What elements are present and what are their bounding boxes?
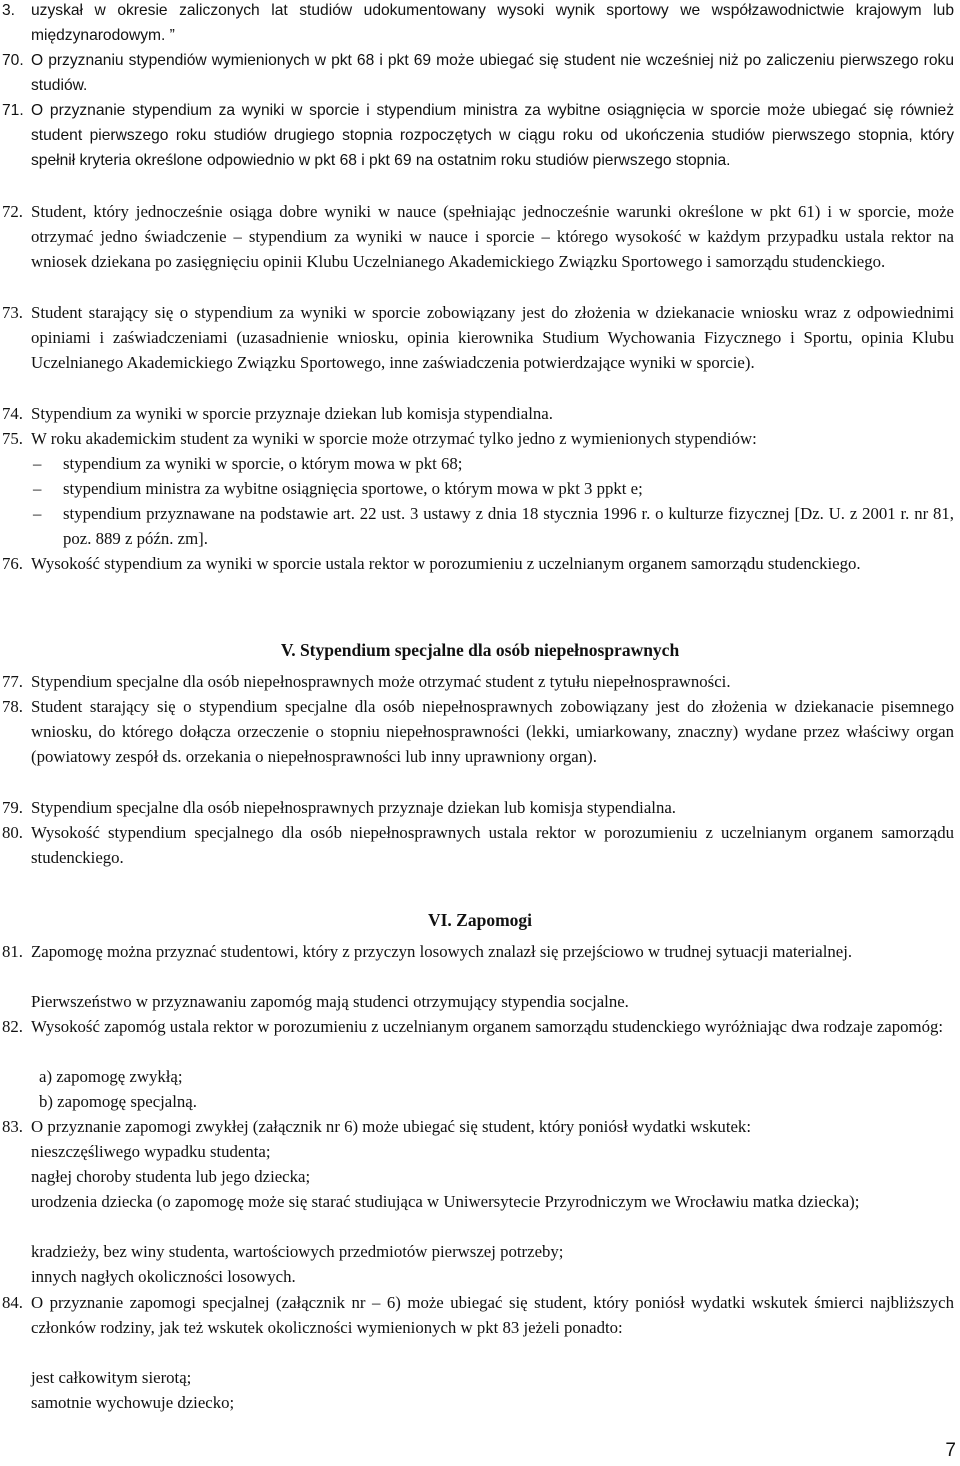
item-text: O przyznanie zapomogi specjalnej (załącznik nr – 6) może ubiegać się student, który poniósł wydatki wskutek śmierci najbliższych członków rodziny, jak też wskutek okoliczności wymienionych w pkt 83 jeżeli ponadto: — [31, 1293, 954, 1337]
list-item-76 — [0, 551, 960, 576]
dash-bullet: – — [33, 454, 42, 473]
plain-line: Pierwszeństwo w przyznawaniu zapomóg mają studenci otrzymujący stypendia socjalne. — [31, 992, 629, 1011]
list-item-70 — [0, 48, 960, 98]
item-text: Wysokość zapomóg ustala rektor w porozumieniu z uczelnianym organem samorządu studenckiego wyróżniając dwa rodzaje zapomóg: — [31, 1017, 944, 1036]
sub-item-b: b) zapomogę specjalną. — [39, 1092, 197, 1111]
list-item-80 — [0, 820, 960, 870]
item-number: 84. — [2, 1293, 23, 1312]
list-item-79 — [0, 795, 960, 820]
list-item-73 — [0, 300, 960, 375]
item-text: Student starający się o stypendium za wyniki w sporcie zobowiązany jest do złożenia w dziekanacie wniosku wraz z odpowiednimi opiniami i zaświadczeniami (uzasadnienie wniosku, opinia kierownika Studium Wychowania Fizycznego i Sportu, opinia Klubu Uczelnianego Akademickiego Związku Sportowego, inne zaświadczenia potwierdzające wyniki w sporcie). — [31, 303, 954, 372]
list-item-75 — [0, 426, 960, 451]
plain-line: samotnie wychowuje dziecko; — [31, 1393, 235, 1412]
item-number: 70. — [2, 52, 24, 69]
item-number: 77. — [2, 672, 23, 691]
section-heading-vi: VI. Zapomogi — [427, 910, 533, 930]
section-heading-v: V. Stypendium specjalne dla osób niepełnosprawnych — [280, 640, 680, 660]
plain-line: nagłej choroby studenta lub jego dziecka; — [31, 1167, 311, 1186]
item-text: Zapomogę można przyznać studentowi, który z przyczyn losowych znalazł się przejściowo w trudnej sytuacji materialnej. — [31, 942, 853, 961]
list-item-81 — [0, 939, 960, 964]
item-text: Stypendium specjalne dla osób niepełnosprawnych przyznaje dziekan lub komisja stypendialna. — [31, 798, 676, 817]
item-number: 79. — [2, 798, 23, 817]
list-item-77 — [0, 669, 960, 694]
item-text: Student, który jednocześnie osiąga dobre wyniki w nauce (spełniając jednocześnie warunki określone w pkt 61) i w sporcie, może otrzymać jedno świadczenie – stypendium za wyniki w nauce i sporcie – którego wysokość w każdym przypadku ustala rektor na wniosek dziekana po zasięgnięciu opinii Klubu Uczelnianego Akademickiego Związku Sportowego i samorządu studenckiego. — [31, 202, 954, 271]
item-text: O przyznanie zapomogi zwykłej (załącznik nr 6) może ubiegać się student, który poniósł wydatki wskutek: — [31, 1117, 751, 1136]
item-number: 78. — [2, 697, 23, 716]
item-text: Wysokość stypendium specjalnego dla osób niepełnosprawnych ustala rektor w porozumieniu z uczelnianym organem samorządu studenckiego. — [31, 823, 954, 867]
list-item-72 — [0, 199, 960, 274]
dash-bullet: – — [33, 479, 42, 498]
plain-line-text: urodzenia dziecka (o zapomogę może się starać studiująca w Uniwersytecie Przyrodniczym we Wrocławiu matka dziecka); — [31, 1192, 860, 1211]
dash-bullet: – — [33, 504, 42, 523]
list-item-78 — [0, 694, 960, 769]
plain-line: nieszczęśliwego wypadku studenta; — [31, 1142, 271, 1161]
item-text: uzyskał w okresie zaliczonych lat studiów udokumentowany wysoki wynik sportowy we współzawodnictwie krajowym lub międzynarodowym. ” — [31, 2, 954, 44]
list-item-71 — [0, 98, 960, 173]
list-item-84 — [0, 1290, 960, 1340]
dash-item — [0, 451, 960, 476]
item-number: 74. — [2, 404, 23, 423]
page-number: 7 — [945, 1440, 956, 1461]
item-number: 82. — [2, 1017, 23, 1036]
item-text: W roku akademickim student za wyniki w sporcie może otrzymać tylko jedno z wymienionych stypendiów: — [31, 429, 757, 448]
plain-line: jest całkowitym sierotą; — [31, 1368, 192, 1387]
item-text: Student starający się o stypendium specjalne dla osób niepełnosprawnych zobowiązany jest do złożenia w dziekanacie pisemnego wniosku, do którego dołącza orzeczenie o stopniu niepełnosprawności (lekki, umiarkowany, znaczny) wydane przez właściwy organ (powiatowy zespół ds. orzekania o niepełnosprawności lub inny uprawniony organ). — [31, 697, 954, 766]
item-number: 80. — [2, 823, 23, 842]
dash-item-text: stypendium ministra za wybitne osiągnięcia sportowe, o którym mowa w pkt 3 ppkt e; — [63, 479, 643, 498]
list-item-74 — [0, 401, 960, 426]
dash-item-text: stypendium przyznawane na podstawie art. 22 ust. 3 ustawy z dnia 18 stycznia 1996 r. o kulturze fizycznej [Dz. U. z 2001 r. nr 81, poz. 889 z późn. zm]. — [63, 504, 954, 548]
item-number: 83. — [2, 1117, 23, 1136]
item-number: 71. — [2, 102, 24, 119]
item-text: Stypendium za wyniki w sporcie przyznaje dziekan lub komisja stypendialna. — [31, 404, 553, 423]
plain-line: innych nagłych okoliczności losowych. — [31, 1267, 296, 1286]
plain-line: kradzieży, bez winy studenta, wartościowych przedmiotów pierwszej potrzeby; — [31, 1242, 564, 1261]
item-number: 72. — [2, 202, 23, 221]
dash-item — [0, 476, 960, 501]
item-number: 73. — [2, 303, 23, 322]
dash-item — [0, 501, 960, 551]
hanging-line — [0, 1189, 960, 1214]
item-number: 76. — [2, 554, 23, 573]
sub-item-a: a) zapomogę zwykłą; — [39, 1067, 183, 1086]
item-number: 3. — [2, 2, 16, 19]
list-item-3 — [0, 0, 960, 48]
list-item-83 — [0, 1114, 960, 1139]
item-text: O przyznanie stypendium za wyniki w sporcie i stypendium ministra za wybitne osiągnięcia w sporcie może ubiegać się również student pierwszego roku studiów drugiego stopnia rozpoczętych w ciągu roku od ukończenia studiów pierwszego stopnia, który spełnił kryteria określone odpowiednio w pkt 68 i pkt 69 na ostatnim roku studiów pierwszego stopnia. — [31, 102, 954, 169]
item-number: 81. — [2, 942, 23, 961]
list-item-82 — [0, 1014, 960, 1039]
item-text: Stypendium specjalne dla osób niepełnosprawnych może otrzymać student z tytułu niepełnosprawności. — [31, 672, 731, 691]
item-text: O przyznaniu stypendiów wymienionych w pkt 68 i pkt 69 może ubiegać się student nie wcześniej niż po zaliczeniu pierwszego roku studiów. — [31, 52, 954, 94]
dash-item-text: stypendium za wyniki w sporcie, o którym mowa w pkt 68; — [63, 454, 463, 473]
item-number: 75. — [2, 429, 23, 448]
item-text: Wysokość stypendium za wyniki w sporcie ustala rektor w porozumieniu z uczelnianym organem samorządu studenckiego. — [31, 554, 861, 573]
